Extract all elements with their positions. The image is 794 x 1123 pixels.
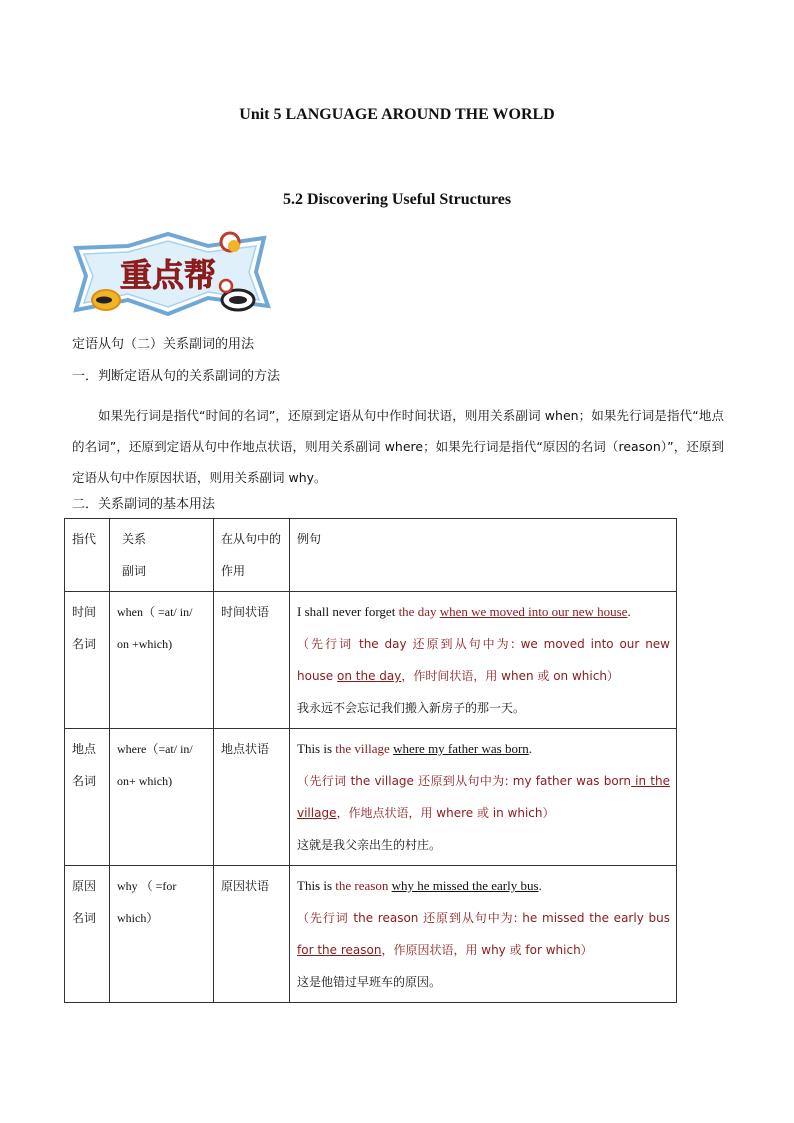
section-heading: 定语从句（二）关系副词的用法 — [72, 337, 255, 352]
header-ref: 指代 — [65, 519, 110, 592]
table-header-row — [65, 519, 677, 592]
logo-dot-bottom-left — [92, 290, 120, 310]
note-adverbial: in the village — [297, 774, 670, 820]
header-adv-line1: 关系 — [122, 532, 147, 546]
translation: 这是他错过早班车的原因。 — [297, 975, 442, 989]
row-adv: why （ =for which） — [110, 866, 214, 1003]
row-ref: 地点名词 — [65, 729, 110, 866]
note-tail: ，作地点状语，用 where 或 in which） — [336, 806, 555, 820]
note-tail: ，作原因状语，用 why 或 for which） — [381, 943, 593, 957]
header-adv-line2: 副词 — [122, 564, 147, 578]
logo-text: 重点帮 — [119, 256, 217, 294]
document-subtitle: 5.2 Discovering Useful Structures — [282, 191, 512, 208]
row-example — [290, 866, 677, 1003]
translation: 我永远不会忘记我们搬入新房子的那一天。 — [297, 701, 526, 715]
example-clause: why he missed the early bus — [391, 878, 539, 893]
row-role: 时间状语 — [214, 592, 290, 729]
header-role: 在从句中的作用 — [214, 519, 290, 592]
note-text: （先行词 the village 还原到从句中为: my father was born — [297, 774, 632, 788]
table-row — [65, 592, 677, 729]
header-example: 例句 — [290, 519, 677, 592]
part1-paragraph: 如果先行词是指代“时间的名词”，还原到定语从句中作时间状语，则用关系副词 when；如果先行词是指代“地点的名词”，还原到定语从句中作地点状语，则用关系副词 where；如果先行词是指代“原因的名词（reason）”，还原到定语从句中作原因状语，则用关系副词 why。 — [72, 408, 724, 485]
example-antecedent: the reason — [335, 878, 392, 893]
note-adverbial: on the day — [337, 669, 402, 683]
row-ref: 原因名词 — [65, 866, 110, 1003]
row-adv: where（=at/ in/ on+ which) — [110, 729, 214, 866]
example-antecedent: the village — [335, 741, 394, 756]
relative-adverb-table — [64, 518, 677, 1003]
logo-badge — [68, 230, 274, 316]
example-period: . — [528, 741, 533, 756]
example-clause: when we moved into our new house — [439, 604, 628, 619]
part2-heading: 二．关系副词的基本用法 — [72, 497, 216, 512]
translation: 这就是我父亲出生的村庄。 — [297, 838, 442, 852]
row-role: 原因状语 — [214, 866, 290, 1003]
note-text: （先行词 the day 还原到从句中为: we moved into our new house — [297, 637, 670, 683]
example-antecedent: the day — [398, 604, 440, 619]
note-text: （先行词 the reason 还原到从句中为: he missed the early bus — [297, 911, 670, 925]
table-row — [65, 729, 677, 866]
note-adverbial: for the reason — [297, 943, 382, 957]
example-period: . — [538, 878, 542, 893]
note-tail: ，作时间状语，用 when 或 on which） — [401, 669, 619, 683]
row-role: 地点状语 — [214, 729, 290, 866]
row-adv: when（ =at/ in/ on +which) — [110, 592, 214, 729]
row-example — [290, 729, 677, 866]
table-row — [65, 866, 677, 1003]
part1-heading: 一．判断定语从句的关系副词的方法 — [72, 369, 281, 384]
example-period: . — [627, 604, 631, 619]
example-text: I shall never forget — [297, 604, 399, 619]
document-title: Unit 5 LANGUAGE AROUND THE WORLD — [239, 106, 555, 123]
row-ref: 时间名词 — [65, 592, 110, 729]
example-text: This is — [297, 741, 336, 756]
row-example — [290, 592, 677, 729]
example-clause: where my father was born — [393, 741, 529, 756]
logo-dot-top-right — [221, 233, 240, 252]
header-adv — [110, 519, 214, 592]
example-text: This is — [297, 878, 336, 893]
